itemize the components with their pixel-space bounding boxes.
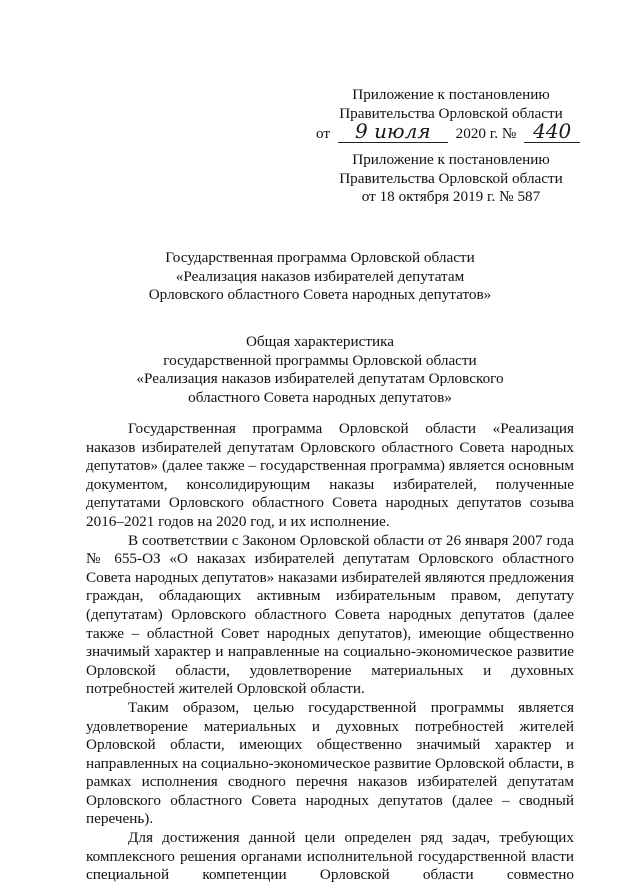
- handwritten-date: 9 июля: [355, 119, 431, 144]
- section-title-line-3: «Реализация наказов избирателей депутатам Орловского: [136, 370, 504, 388]
- paragraph: Таким образом, целью государственной программы является удовлетворение материальных и духовных потребностей жителей Орловской области, имеющих общественно значимый характер и направленных на социально-экономическое развитие Орловской области, в рамках исполнения сводного перечня наказов избирателей депутатам Орловского областного Совета народных депутатов (далее – сводный перечень).: [86, 698, 574, 828]
- from-label: от: [316, 125, 331, 143]
- old-appendix-line-3: от 18 октября 2019 г. № 587: [361, 188, 541, 206]
- program-title-line-2: «Реализация наказов избирателей депутатам: [175, 267, 465, 285]
- old-appendix-line-2: Правительства Орловской области: [339, 169, 563, 187]
- appendix-line-1: Приложение к постановлению: [352, 86, 550, 103]
- program-title-line-1: Государственная программа Орловской области: [165, 249, 475, 266]
- year-number-label: 2020 г. №: [455, 125, 517, 143]
- handwritten-number: 440: [533, 119, 572, 144]
- appendix-line-2: Правительства Орловской области: [339, 104, 563, 122]
- paragraph: Государственная программа Орловской области «Реализация наказов избирателей депутатам Орловского областного Совета народных депутатов» (далее также – государственная программа) является основным документом, консолидирующим наказы избирателей, полученные депутатами Орловского областного Совета народных депутатов созыва 2016–2021 годов на 2020 год, и их исполнение.: [86, 420, 574, 530]
- program-title: [0, 249, 640, 305]
- paragraph: Для достижения данной цели определен ряд задач, требующих комплексного решения органами исполнительной государственной власти специальной компетенции Орловской области совместно: [86, 829, 574, 884]
- body-text: [86, 420, 574, 885]
- section-title-line-4: областного Совета народных депутатов»: [188, 388, 452, 406]
- appendix-date-line: [316, 119, 586, 144]
- program-title-line-3: Орловского областного Совета народных депутатов»: [148, 286, 492, 304]
- paragraph: В соответствии с Законом Орловской области от 26 января 2007 года № 655-ОЗ «О наказах избирателей депутатам Орловского областного Совета народных депутатов» наказами избирателей являются предложения граждан, обладающих активным избирательным правом, депутату (депутатам) Орловского областного Совета народных депутатов (далее также – областной Совет народных депутатов), имеющие общественно значимый характер и направленные на социально-экономическое развитие Орловской области, удовлетворение материальных и духовных потребностей жителей Орловской области.: [86, 531, 574, 698]
- number-field: [524, 119, 580, 144]
- appendix-header-old: [316, 151, 586, 207]
- section-title-line-2: государственной программы Орловской области: [163, 351, 477, 369]
- old-appendix-line-1: Приложение к постановлению: [352, 151, 550, 168]
- date-field: [338, 119, 448, 144]
- appendix-header-new: [316, 86, 586, 144]
- section-title: [0, 333, 640, 407]
- section-title-line-1: Общая характеристика: [245, 333, 395, 350]
